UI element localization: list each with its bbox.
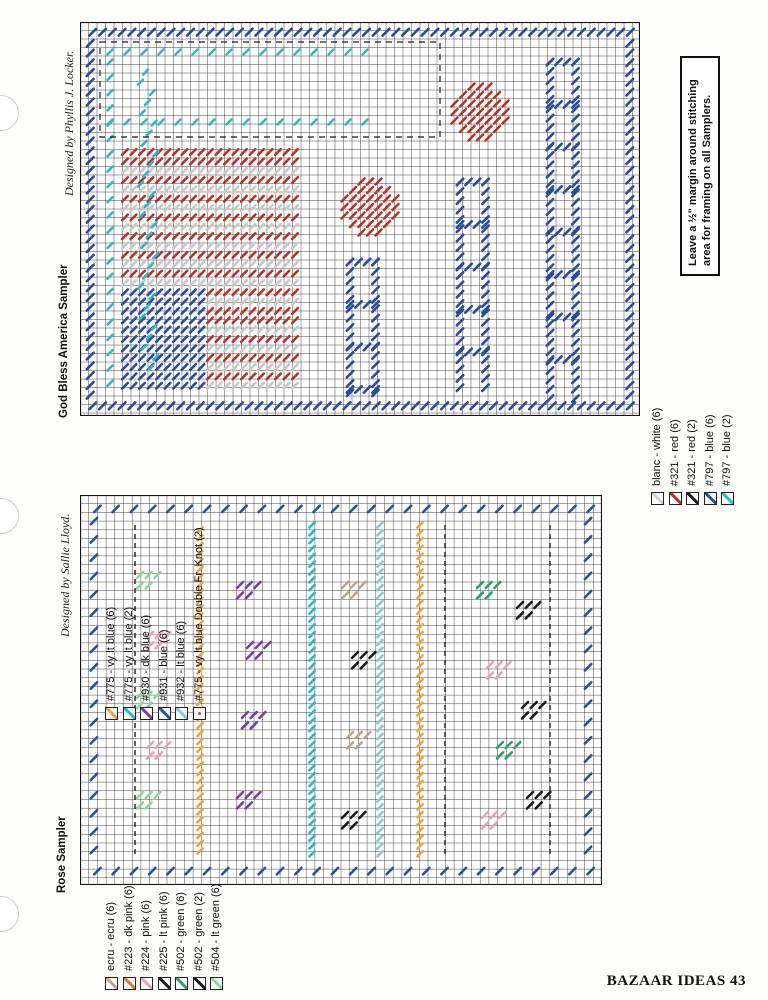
legend-label: #797 - blue (2) xyxy=(721,414,733,486)
legend-label: #224 - pink (6) xyxy=(140,900,152,971)
stitch-grid xyxy=(80,22,640,416)
legend-entry xyxy=(192,527,206,720)
legend-swatch xyxy=(210,977,223,990)
legend-swatch xyxy=(721,492,734,505)
legend-label: #223 - dk pink (6) xyxy=(122,885,135,971)
framing-note-box xyxy=(680,56,720,276)
legend-label: #504 - lt green (6) xyxy=(210,883,222,971)
legend-label: #930 - dk blue (6) xyxy=(140,614,152,701)
gba-sampler-chart xyxy=(80,22,640,416)
gba-sampler-credit: Designed by Phyllis J. Locker. xyxy=(62,50,76,196)
hole-punch-bottom xyxy=(0,896,19,932)
legend-swatch xyxy=(192,707,205,720)
legend-entry xyxy=(174,621,188,720)
legend-entry xyxy=(685,419,699,505)
legend-label: #932 - lt blue (6) xyxy=(175,620,187,701)
legend-entry xyxy=(139,615,153,720)
legend-swatch xyxy=(157,977,170,990)
legend-swatch xyxy=(140,977,153,990)
legend-label: #321 - red (2) xyxy=(686,419,698,486)
legend-entry xyxy=(139,900,153,990)
legend-entry xyxy=(157,892,171,990)
publication-name: BAZAAR IDEAS xyxy=(606,973,726,989)
legend-swatch xyxy=(122,707,135,720)
rose-sampler-credit: Designed by Sallie Lloyd. xyxy=(58,513,72,637)
legend-label: #321 - red (6) xyxy=(668,419,681,486)
legend-entry xyxy=(122,607,136,720)
legend-label: #775 - vy lt blue (6) xyxy=(105,606,117,701)
legend-swatch xyxy=(175,977,188,990)
legend-swatch xyxy=(703,492,716,505)
hole-punch-top xyxy=(0,95,19,131)
legend-entry xyxy=(174,892,188,990)
legend-swatch xyxy=(651,492,664,505)
legend-swatch xyxy=(105,977,118,990)
legend-entry xyxy=(104,607,118,720)
legend-label: #931 - blue (6) xyxy=(157,629,170,701)
legend-entry xyxy=(104,902,118,990)
page-footer xyxy=(607,973,746,990)
legend-swatch xyxy=(122,977,135,990)
legend-swatch xyxy=(157,707,170,720)
legend-entry xyxy=(192,892,206,990)
legend-entry xyxy=(703,414,717,505)
legend-entry xyxy=(720,414,734,505)
legend-entry xyxy=(209,884,223,990)
legend-label: blanc - white (6) xyxy=(651,407,663,486)
legend-entry xyxy=(668,419,682,505)
legend-swatch xyxy=(175,707,188,720)
page-number: 43 xyxy=(730,973,746,989)
legend-swatch xyxy=(105,707,118,720)
legend-label: ecru - ecru (6) xyxy=(105,901,117,971)
legend-swatch xyxy=(686,492,699,505)
legend-swatch xyxy=(192,977,205,990)
legend-label: #225 - lt pink (6) xyxy=(157,891,170,971)
framing-note-line-1: Leave a ½" margin around stitching xyxy=(687,79,699,266)
legend-label: #797 - blue (6) xyxy=(703,414,716,486)
legend-swatch xyxy=(668,492,681,505)
framing-note-line-2: area for framing on all Samplers. xyxy=(701,94,713,266)
gba-sampler-title: God Bless America Sampler xyxy=(58,264,70,418)
hole-punch-middle xyxy=(0,498,19,534)
legend-entry xyxy=(122,885,136,990)
legend-label: #502 - green (6) xyxy=(175,892,187,971)
rose-sampler-title: Rose Sampler xyxy=(56,816,68,893)
legend-entry xyxy=(650,408,664,505)
legend-label: #775 - vy lt blue (2) xyxy=(122,606,135,701)
legend-label: #502 - green (2) xyxy=(192,892,205,971)
legend-entry xyxy=(157,629,171,720)
legend-label: #775 - vy lt blue Double Fr. Knot (2) xyxy=(192,527,205,701)
legend-swatch xyxy=(140,707,153,720)
